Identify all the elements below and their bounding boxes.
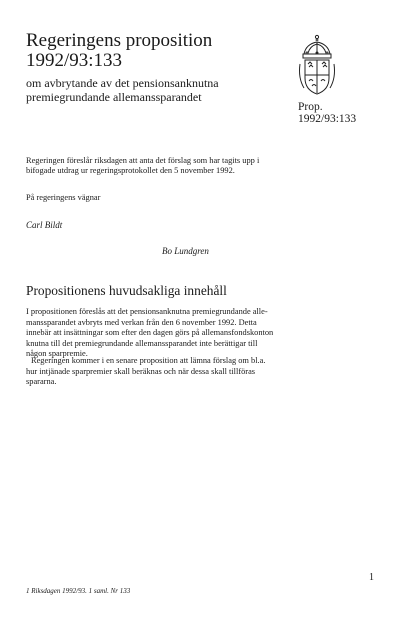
prop-number: 1992/93:133	[298, 113, 357, 125]
summary-paragraph-1	[26, 307, 374, 360]
on-behalf-line: På regeringens vägnar	[26, 193, 101, 202]
swedish-coat-of-arms-icon	[296, 34, 338, 98]
paragraph-line: hur intjänade sparpremier skall beräknas och när dessa skall tillföras	[26, 366, 256, 376]
paragraph-line: I propositionen föreslås att det pensionsanknutna premiegrundande alle-	[26, 307, 268, 316]
prop-label: Prop.	[298, 101, 323, 113]
subtitle-line-2: premiegrundande allemanssparandet	[26, 90, 202, 104]
footer-citation: 1 Riksdagen 1992/93. 1 saml. Nr 133	[26, 587, 131, 595]
summary-paragraph-2	[26, 356, 374, 388]
paragraph-line: någon sparpremie.	[26, 349, 88, 358]
document-title: Regeringens proposition	[26, 30, 213, 51]
paragraph-line: knutna till det premiegrundande allemanssparandet inte berättigar till	[26, 338, 258, 348]
intro-line-1: Regeringen föreslår riksdagen att anta det förslag som har tagits upp i	[26, 156, 260, 165]
subtitle-line-1: om avbrytande av det pensionsanknutna	[26, 76, 219, 90]
page-number: 1	[369, 572, 374, 583]
paragraph-line: spararna.	[26, 377, 57, 386]
paragraph-line: manssparandet avbryts med verkan från den 6 november 1992. Detta	[26, 317, 257, 327]
proposition-number-title: 1992/93:133	[26, 50, 123, 71]
intro-line-2: bifogade utdrag ur regeringsprotokollet den 5 november 1992.	[26, 166, 235, 175]
signature-prime-minister: Carl Bildt	[26, 220, 63, 230]
signature-minister: Bo Lundgren	[162, 246, 209, 256]
section-heading: Propositionens huvudsakliga innehåll	[26, 283, 227, 298]
paragraph-line: Regeringen kommer i en senare proposition att lämna förslag om bl.a.	[31, 356, 266, 365]
paragraph-line: innebär att insättningar som efter den dagen görs på allemansfondskonton	[26, 328, 274, 337]
